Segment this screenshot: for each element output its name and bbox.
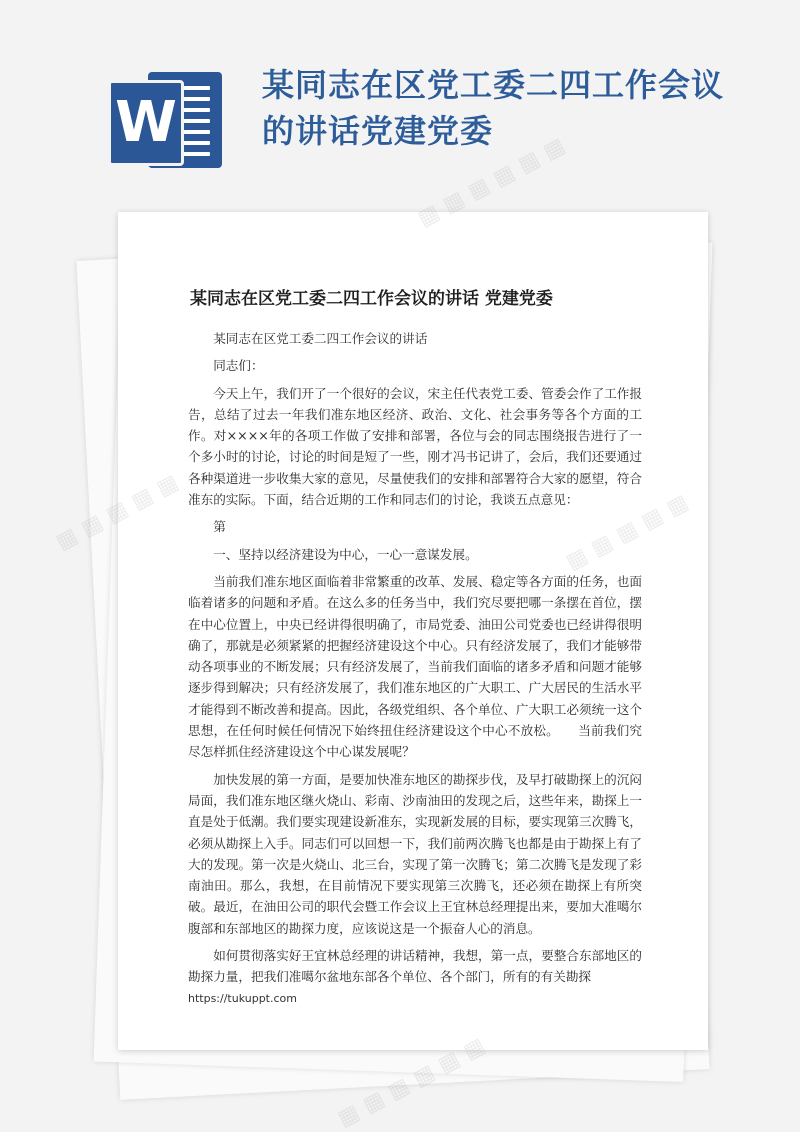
footer-url: https://tukuppt.com (188, 992, 297, 1005)
word-icon-badge: W (108, 80, 184, 166)
document-page (118, 212, 708, 1050)
paragraph: 今天上午，我们开了一个很好的会议，宋主任代表党工委、管委会作了工作报告，总结了过去一年我们准东地区经济、政治、文化、社会事务等各个方面的工作。对××××年的各项工作做了安排和部署，各位与会的同志围绕报告进行了一个多小时的讨论，讨论的时间是短了一些，刚才冯书记讲了，会后，我们还要通过各种渠道进一步收集大家的意见，尽量使我们的安排和部署符合大家的愿望，符合准东的实际。下面，结合近期的工作和同志们的讨论，我谈五点意见： (188, 385, 642, 508)
paragraph: 一、坚持以经济建设为中心，一心一意谋发展。 (213, 546, 478, 562)
paragraph: 当前我们准东地区面临着非常繁重的改革、发展、稳定等各方面的任务，也面临着诸多的问题和矛盾。在这么多的任务当中，我们究尽要把哪一条摆在首位，摆在中心位置上，中央已经讲得很明确了，市局党委、油田公司党委也已经讲得很明确了，那就是必须紧紧的把握经济建设这个中心。只有经济发展了，我们才能够带动各项事业的不断发展；只有经济发展了，当前我们面临的诸多矛盾和问题才能够逐步得到解决；只有经济发展了，我们准东地区的广大职工、广大居民的生活水平才能得到不断改善和提高。因此，各级党组织、各个单位、广大职工必须统一这个思想，在任何时候任何情况下始终扭住经济建设这个中心不放松。 当前我们究尽怎样抓住经济建设这个中心谋发展呢？ (188, 573, 642, 760)
header-title: 某同志在区党工委二四工作会议的讲话党建党委 (262, 66, 725, 150)
paragraph: 某同志在区党工委二四工作会议的讲话 (213, 331, 428, 346)
watermark-decoration: ▦ (52, 523, 83, 556)
document-body (188, 328, 642, 994)
word-document-icon (108, 66, 226, 174)
watermark-decoration: ▦ ▦ ▦ ▦ ▦ ▦ (413, 133, 570, 232)
header (0, 0, 800, 210)
paragraph: 第 (213, 519, 226, 535)
paragraph: 同志们： (213, 358, 264, 374)
paragraph: 如何贯彻落实好王宜林总经理的讲话精神，我想，第一点，要整合东部地区的勘探力量，把我们准噶尔盆地东部各个单位、各个部门，所有的有关勘探 (188, 948, 642, 985)
paragraph: 加快发展的第一方面，是要加快准东地区的勘探步伐，及早打破勘探上的沉闷局面，我们准东地区继火烧山、彩南、沙南油田的发现之后，这些年来，勘探上一直是处于低潮。我们要实现建设新准东，实现新发展的目标，要实现第三次腾飞，必须从勘探上入手。同志们可以回想一下，我们前两次腾飞也都是由于勘探上有了大的发现。第一次是火烧山、北三台，实现了第一次腾飞；第二次腾飞是发现了彩南油田。那么，我想，在目前情况下要实现第三次腾飞，还必须在勘探上有所突破。最近，在油田公司的职代会暨工作会议上王宜林总经理提出来，要加大准噶尔腹部和东部地区的勘探力度，应该说这是一个振奋人心的消息。 (188, 771, 642, 936)
document-title: 某同志在区党工委二四工作会议的讲话 党建党委 (190, 289, 553, 309)
